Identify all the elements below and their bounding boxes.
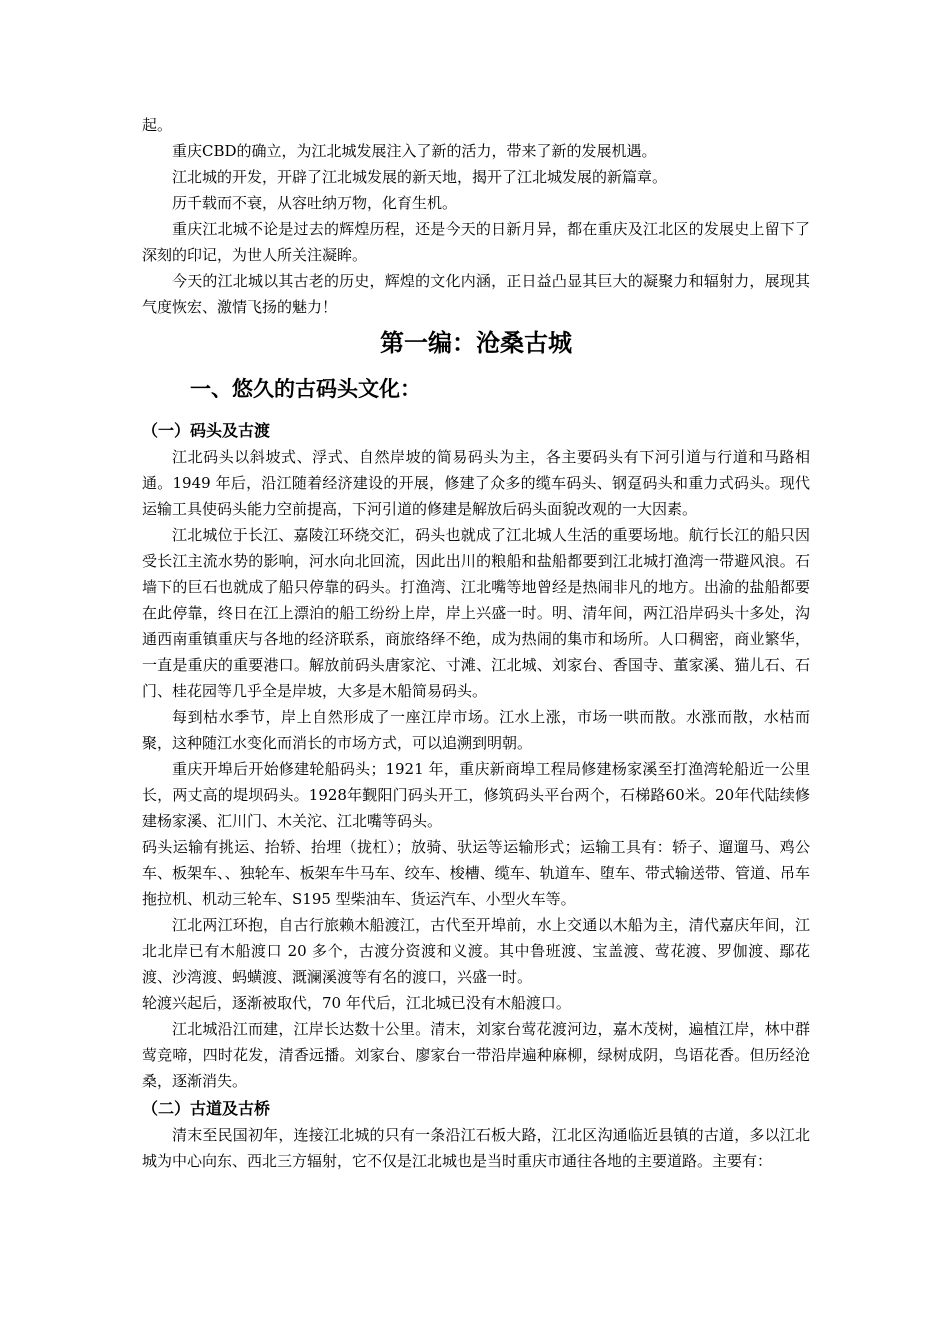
section-docks-ferries [142,418,810,1094]
paragraph: 今天的江北城以其古老的历史，辉煌的文化内涵，正日益凸显其巨大的凝聚力和辐射力，展现其气度恢宏、激情飞扬的魅力！ [142,272,810,316]
paragraph: 历千载而不衰，从容吐纳万物，化育生机。 [172,194,458,212]
section-title: （二）古道及古桥 [142,1099,271,1118]
paragraph: 重庆江北城不论是过去的辉煌历程，还是今天的日新月异，都在重庆及江北区的发展史上留下了深刻的印记，为世人所关注凝眸。 [142,220,810,264]
paragraph: 每到枯水季节，岸上自然形成了一座江岸市场。江水上涨，市场一哄而散。水涨而散，水枯而聚，这种随江水变化而消长的市场方式，可以追溯到明朝。 [142,708,810,752]
chapter-title: 一、悠久的古码头文化： [190,376,421,401]
section-title: （一）码头及古渡 [142,421,271,440]
paragraph: 江北码头以斜坡式、浮式、自然岸坡的简易码头为主，各主要码头有下河引道与行道和马路相通。1949 年后，沿江随着经济建设的开展，修建了众多的缆车码头、钢趸码头和重力式码头。现代运输工具使码头能力空前提高，下河引道的修建是解放后码头面貌改观的一大因素。 [142,448,810,518]
part-title: 第一编：沧桑古城 [380,329,572,357]
paragraph: 清末至民国初年，连接江北城的只有一条沿江石板大路，江北区沟通临近县镇的古道，多以江北城为中心向东、西北三方辐射，它不仅是江北城也是当时重庆市通往各地的主要道路。主要有： [142,1126,810,1170]
paragraph: 江北城的开发，开辟了江北城发展的新天地，揭开了江北城发展的新篇章。 [172,168,668,186]
paragraph: 重庆开埠后开始修建轮船码头；1921 年，重庆新商埠工程局修建杨家溪至打渔湾轮船近一公里长，两丈高的堤坝码头。1928年觐阳门码头开工，修筑码头平台两个，石梯路60米。20年代陆续修建杨家溪、汇川门、木关沱、江北嘴等码头。 [142,760,810,830]
paragraph: 起。 [142,116,173,134]
paragraph: 轮渡兴起后，逐渐被取代，70 年代后，江北城已没有木船渡口。 [142,994,571,1012]
section-roads-bridges [142,1096,810,1174]
paragraph: 江北城位于长江、嘉陵江环绕交汇，码头也就成了江北城人生活的重要场地。航行长江的船只因受长江主流水势的影响，河水向北回流，因此出川的粮船和盐船都要到江北城打渔湾一带避风浪。石墙下的巨石也就成了船只停靠的码头。打渔湾、江北嘴等地曾经是热闹非凡的地方。出渝的盐船都要在此停靠，终日在江上漂泊的船工纷纷上岸，岸上兴盛一时。明、清年间，两江沿岸码头十多处，沟通西南重镇重庆与各地的经济联系，商旅络绎不绝，成为热闹的集市和场所。人口稠密，商业繁华，一直是重庆的重要港口。解放前码头唐家沱、寸滩、江北城、刘家台、香国寺、董家溪、猫儿石、石门、桂花园等几乎全是岸坡，大多是木船简易码头。 [142,526,810,700]
paragraph: 江北两江环抱，自古行旅赖木船渡江，古代至开埠前，水上交通以木船为主，清代嘉庆年间，江北北岸已有木船渡口 20 多个，古渡分资渡和义渡。其中鲁班渡、宝盖渡、莺花渡、罗伽渡、鄢花渡、沙湾渡、蚂蟥渡、溉澜溪渡等有名的渡口，兴盛一时。 [142,916,810,986]
paragraph: 码头运输有挑运、抬轿、抬埋（拢杠）；放骑、驮运等运输形式；运输工具有：轿子、遛遛马、鸡公车、板架车、、独轮车、板架车牛马车、绞车、梭槽、缆车、轨道车、堕车、带式输送带、管道、吊车拖拉机、机动三轮车、S195 型柴油车、货运汽车、小型火车等。 [142,838,810,908]
intro-section [142,112,810,320]
paragraph: 江北城沿江而建，江岸长达数十公里。清末，刘家台莺花渡河边，嘉木茂树，遍植江岸，林中群莺竞啼，四时花发，清香远播。刘家台、廖家台一带沿岸遍种麻柳，绿树成阴，鸟语花香。但历经沧桑，逐渐消失。 [142,1020,810,1090]
document-page [142,112,810,1174]
paragraph: 重庆CBD的确立，为江北城发展注入了新的活力，带来了新的发展机遇。 [172,142,657,160]
